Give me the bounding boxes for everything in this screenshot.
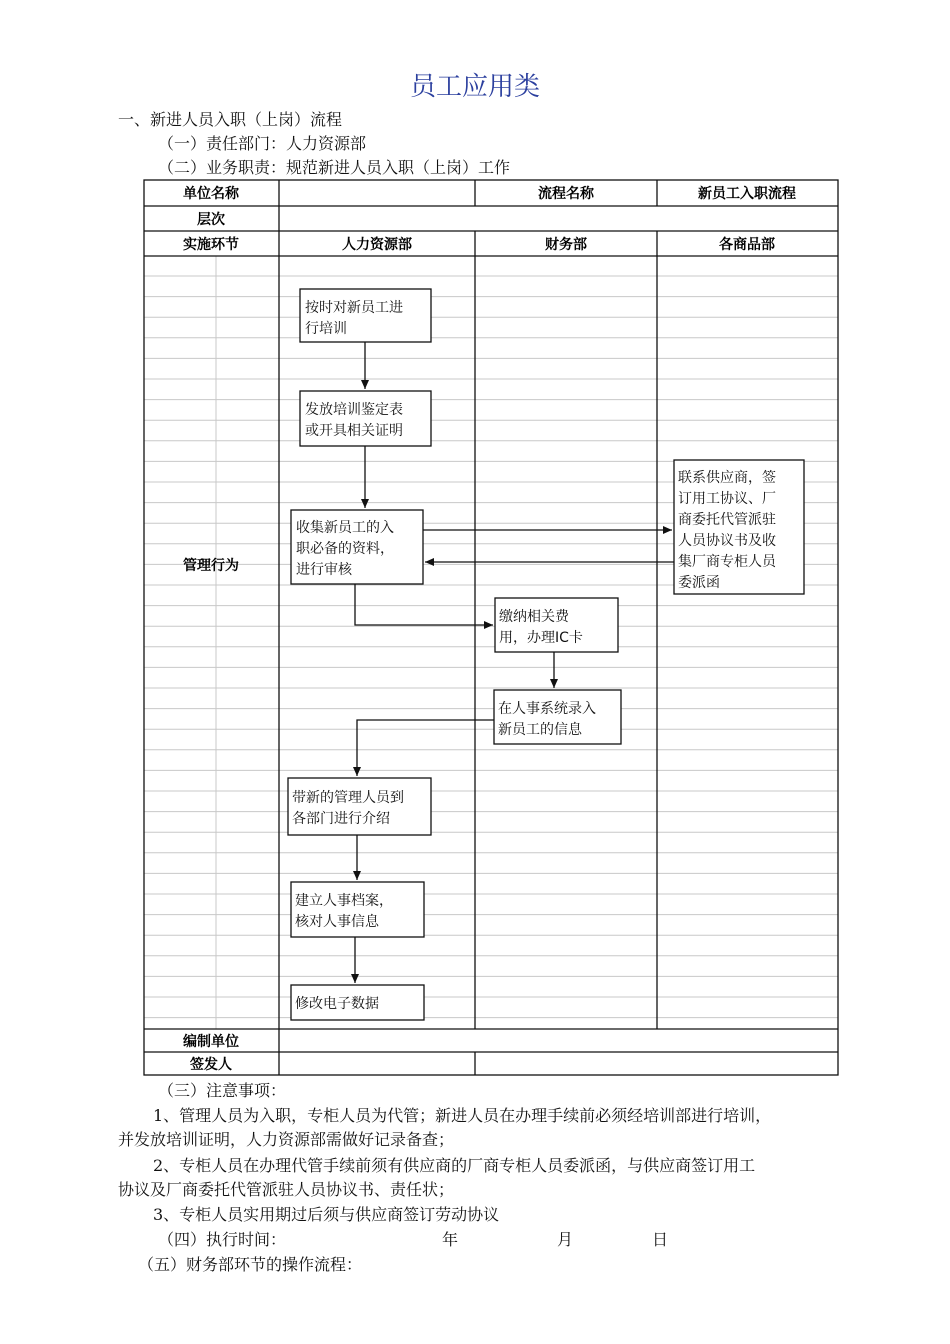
note-2b: 协议及厂商委托代管派驻人员协议书、责任状； — [118, 1180, 455, 1199]
col-hr: 人力资源部 — [342, 237, 412, 253]
table-borders — [144, 180, 838, 1075]
box-archive-text: 建立人事档案， 核对人事信息 — [295, 893, 393, 930]
box-collect-text: 收集新员工的入 职必备的资料， 进行审核 — [296, 520, 394, 578]
exec-time-label: （四）执行时间： — [158, 1230, 287, 1249]
col-merch: 各商品部 — [719, 237, 775, 253]
section-heading: 一、新进人员入职（上岗）流程 — [118, 110, 343, 129]
box-hrsys-text: 在人事系统录入 新员工的信息 — [498, 701, 596, 738]
note-1a: 1、管理人员为入职，专柜人员为代管；新进人员在办理手续前必须经培训部进行培训， — [153, 1106, 772, 1125]
col-finance: 财务部 — [545, 237, 587, 253]
process-name-label: 流程名称 — [538, 186, 594, 202]
box-fee-text: 缴纳相关费 用，办理IC卡 — [499, 609, 583, 646]
note-2a: 2、专柜人员在办理代管手续前须有供应商的厂商专柜人员委派函，与供应商签订用工 — [153, 1156, 756, 1175]
grid-lines — [144, 276, 838, 1018]
flow-boxes — [288, 289, 804, 1020]
box-cert-text: 发放培训鉴定表 或开具相关证明 — [305, 402, 403, 439]
responsible-dept: （一）责任部门：人力资源部 — [158, 134, 367, 153]
section-5: （五）财务部环节的操作流程： — [138, 1255, 363, 1274]
issuer-label: 签发人 — [190, 1057, 232, 1073]
arrow-collect-fee — [355, 584, 493, 625]
business-duty: （二）业务职责：规范新进人员入职（上岗）工作 — [158, 158, 511, 177]
row-label-management: 管理行为 — [183, 558, 239, 574]
level-label: 层次 — [197, 212, 225, 228]
note-3: 3、专柜人员实用期过后须与供应商签订劳动协议 — [153, 1205, 500, 1224]
unit-name-label: 单位名称 — [183, 186, 239, 202]
box-supplier-text: 联系供应商，签 订用工协议、厂 商委托代管派驻 人员协议书及收 集厂商专柜人员 委派函 — [678, 470, 776, 591]
exec-month: 月 — [557, 1230, 574, 1249]
box-edit-text: 修改电子数据 — [295, 996, 379, 1012]
exec-day: 日 — [652, 1230, 669, 1249]
editor-label: 编制单位 — [183, 1034, 239, 1050]
box-intro-text: 带新的管理人员到 各部门进行介绍 — [292, 790, 404, 827]
stage-label: 实施环节 — [183, 237, 239, 253]
box-train-text: 按时对新员工进 行培训 — [305, 300, 403, 337]
exec-year: 年 — [442, 1230, 459, 1249]
arrow-hrsys-intro — [357, 720, 494, 776]
note-1b: 并发放培训证明，人力资源部需做好记录备查； — [118, 1130, 455, 1149]
page-title: 员工应用类 — [409, 72, 540, 102]
process-name-value: 新员工入职流程 — [698, 186, 796, 202]
notes-heading: （三）注意事项： — [158, 1081, 287, 1100]
